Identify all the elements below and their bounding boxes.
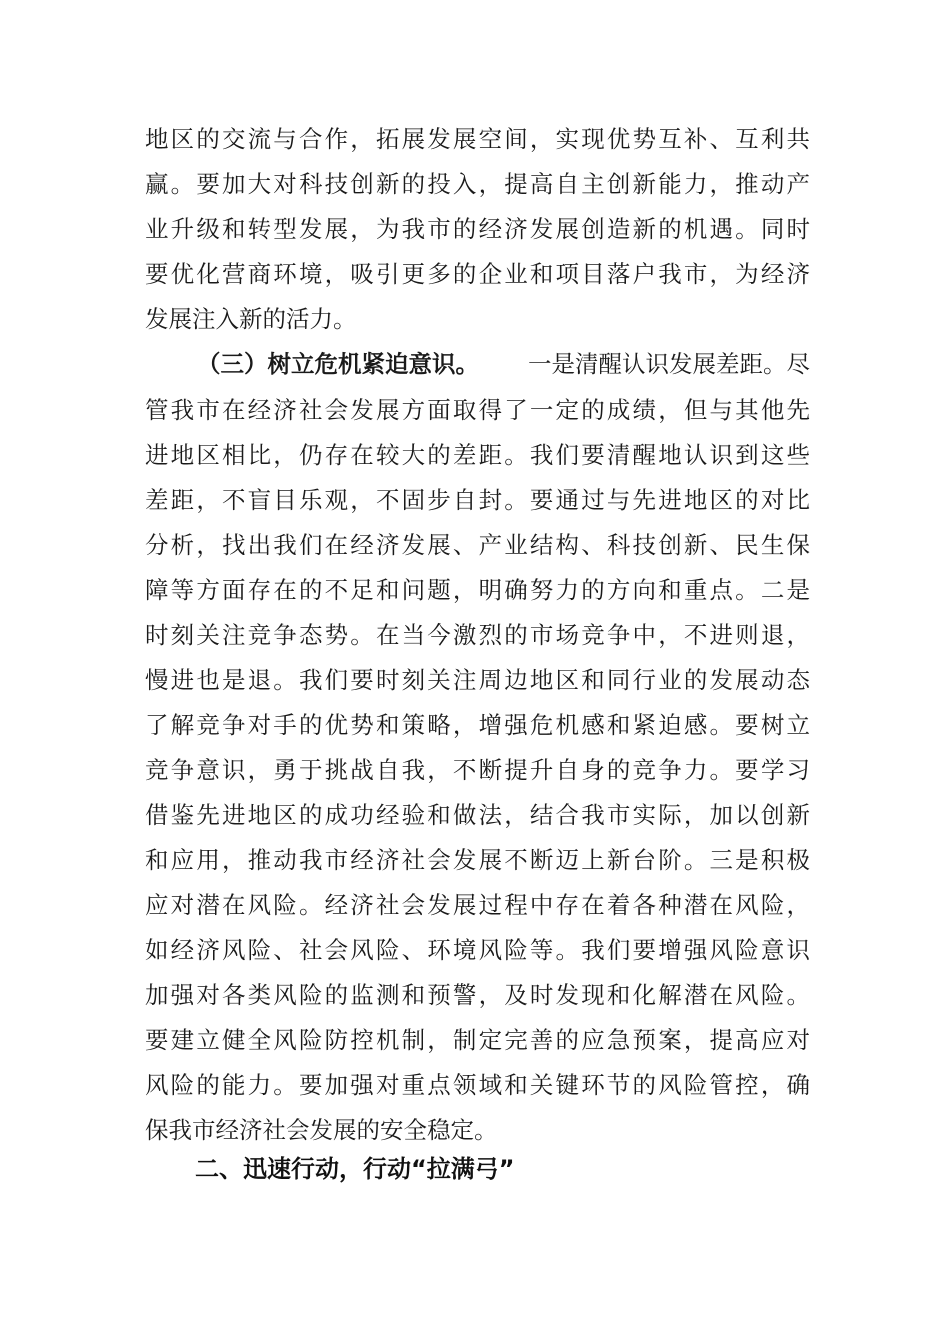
paragraph-line: 发展注入新的活力。 bbox=[145, 305, 357, 333]
paragraph-line: 要优化营商环境，吸引更多的企业和项目落户我市，为经济 bbox=[145, 260, 810, 288]
section-lead-rest: 一是清醒认识发展差距。尽 bbox=[528, 350, 810, 378]
paragraph-line: 分析，找出我们在经济发展、产业结构、科技创新、民生保 bbox=[145, 531, 810, 559]
paragraph-line: 地区的交流与合作，拓展发展空间，实现优势互补、互利共 bbox=[145, 125, 810, 153]
paragraph-line: 借鉴先进地区的成功经验和做法，结合我市实际，加以创新 bbox=[145, 801, 810, 829]
paragraph-line: 应对潜在风险。经济社会发展过程中存在着各种潜在风险， bbox=[145, 891, 810, 919]
paragraph-line: 竞争意识，勇于挑战自我，不断提升自身的竞争力。要学习 bbox=[145, 756, 810, 784]
paragraph-line: 时刻关注竞争态势。在当今激烈的市场竞争中，不进则退， bbox=[145, 621, 810, 649]
paragraph-line: 要建立健全风险防控机制，制定完善的应急预案，提高应对 bbox=[145, 1026, 810, 1054]
paragraph-line: 风险的能力。要加强对重点领域和关键环节的风险管控，确 bbox=[145, 1071, 810, 1099]
paragraph-line: 和应用，推动我市经济社会发展不断迈上新台阶。三是积极 bbox=[145, 846, 810, 874]
paragraph-line: 如经济风险、社会风险、环境风险等。我们要增强风险意识 bbox=[145, 936, 810, 964]
paragraph-first-line bbox=[197, 344, 810, 384]
paragraph-line: 保我市经济社会发展的安全稳定。 bbox=[145, 1116, 498, 1144]
paragraph-line: 业升级和转型发展，为我市的经济发展创造新的机遇。同时 bbox=[145, 215, 810, 243]
paragraph-line: 差距，不盲目乐观，不固步自封。要通过与先进地区的对比 bbox=[145, 486, 810, 514]
paragraph-line: 障等方面存在的不足和问题，明确努力的方向和重点。二是 bbox=[145, 576, 810, 604]
paragraph-line: 管我市在经济社会发展方面取得了一定的成绩，但与其他先 bbox=[145, 396, 810, 424]
paragraph-line: 加强对各类风险的监测和预警，及时发现和化解潜在风险。 bbox=[145, 981, 810, 1009]
paragraph-line: 进地区相比，仍存在较大的差距。我们要清醒地认识到这些 bbox=[145, 441, 810, 469]
section-heading: 二、迅速行动，行动“拉满弓” bbox=[195, 1155, 515, 1183]
section-lead: （三）树立危机紧迫意识。 bbox=[197, 350, 479, 378]
paragraph-line: 赢。要加大对科技创新的投入，提高自主创新能力，推动产 bbox=[145, 170, 810, 198]
paragraph-line: 慢进也是退。我们要时刻关注周边地区和同行业的发展动态 bbox=[145, 666, 810, 694]
paragraph-line: 了解竞争对手的优势和策略，增强危机感和紧迫感。要树立 bbox=[145, 711, 810, 739]
